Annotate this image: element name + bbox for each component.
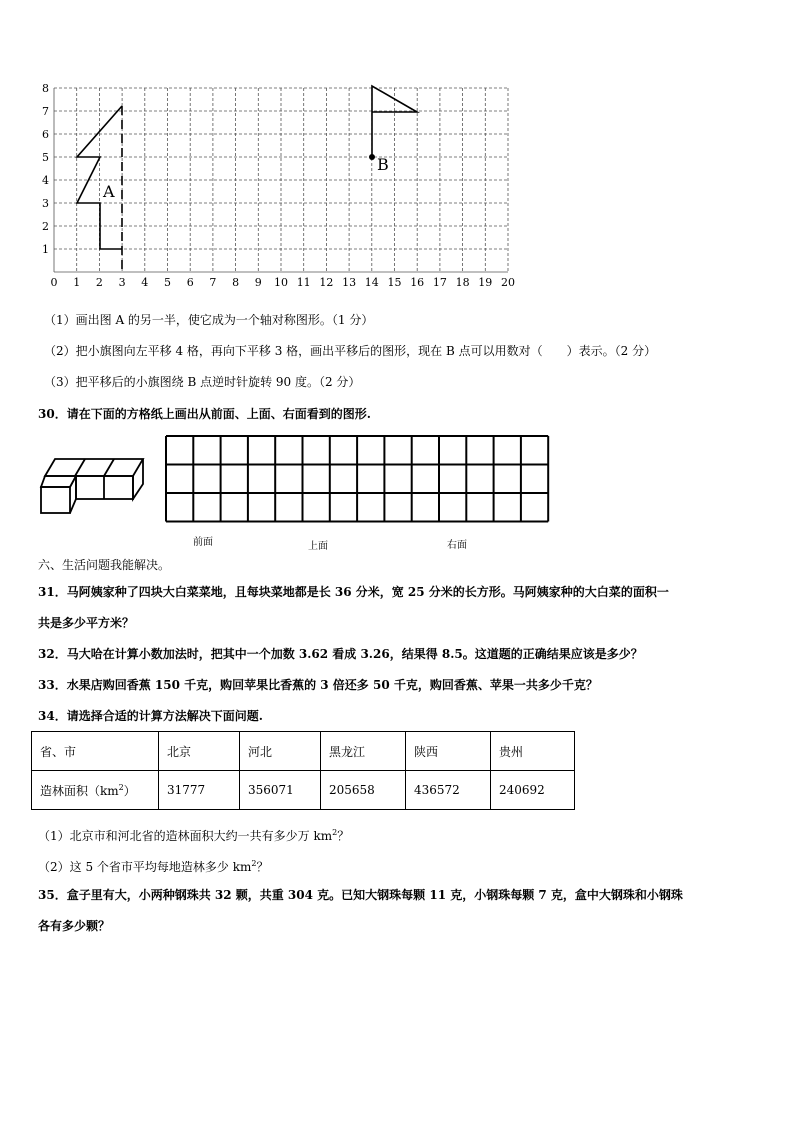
q34-sub1: （1）北京市和河北省的造林面积大约一共有多少万 $km^2$？ [38,828,350,843]
x-tick-label: 17 [432,276,447,289]
table-cell: 黑龙江 [321,732,406,771]
y-tick-label: 5 [42,151,49,164]
y-tick-label: 3 [42,197,49,210]
table-cell: 陕西 [406,732,491,771]
q30-text: 30．请在下面的方格纸上画出从前面、上面、右面看到的图形. [38,407,371,421]
y-tick-label: 6 [42,128,49,141]
y-tick-label: 4 [42,174,49,187]
x-tick-label: 1 [73,276,81,289]
x-tick-label: 19 [478,276,493,289]
x-tick-label: 6 [186,276,194,289]
q31-line1: 31．马阿姨家种了四块大白菜菜地，且每块菜地都是长 36 分米，宽 25 分米的长方形。马阿姨家种的大白菜的面积一 [38,585,669,599]
label-right-view: 右面 [447,540,467,551]
x-tick-label: 11 [296,276,311,289]
x-tick-label: 5 [164,276,171,289]
section-six-title: 六、生活问题我能解决。 [38,558,171,572]
x-tick-label: 3 [118,276,126,289]
figure-a-half [77,106,122,249]
y-tick-label: 1 [42,243,49,256]
table-row-label: 造林面积$(km^2)$ [32,771,159,810]
point-b-label: B [377,155,389,174]
x-tick-label: 15 [387,276,402,289]
y-axis-ticks [42,82,49,256]
x-tick-label: 20 [501,276,515,289]
table-row [32,771,575,810]
y-tick-label: 7 [42,105,49,118]
q29-part1: （1）画出图 A 的另一半，使它成为一个轴对称图形。（1 分） [44,313,374,327]
q29-part3: （3）把平移后的小旗图绕 B 点逆时针旋转 90 度。（2 分） [44,375,361,389]
q32-text: 32．马大哈在计算小数加法时，把其中一个加数 3.62 看成 3.26，结果得 8.5。这道题的正确结果应该是多少？ [38,647,643,661]
x-tick-label: 2 [95,276,103,289]
point-b [369,154,375,160]
table-cell: 240692 [491,771,575,810]
x-tick-label: 7 [209,276,217,289]
table-cell: 省、市 [32,732,159,771]
view-drawing-grid [164,434,552,526]
q35-line1: 35．盒子里有大，小两种钢珠共 32 颗，共重 304 克。已知大钢珠每颗 11 克，小钢珠每颗 7 克，盒中大钢珠和小钢珠 [38,888,683,902]
figure-a-label: A [103,182,115,201]
flag-figure [372,86,417,157]
q31-line2: 共是多少平方米？ [38,616,135,630]
table-cell: 北京 [159,732,240,771]
x-tick-label: 9 [254,276,262,289]
table-header-row [32,732,575,771]
afforestation-table [31,731,575,810]
x-tick-label: 14 [364,276,379,289]
x-tick-label: 8 [232,276,240,289]
x-tick-label: 10 [274,276,288,289]
q34-sub2: （2）这 5 个省市平均每地造林多少 $km^2$？ [38,859,269,874]
q29-part2: （2）把小旗图向左平移 4 格，再向下平移 3 格，画出平移后的图形，现在 B 点可以用数对（ ）表示。（2 分） [44,344,657,358]
x-tick-label: 0 [50,276,58,289]
y-tick-label: 8 [42,82,49,95]
q35-line2: 各有多少颗？ [38,919,111,933]
table-cell: 31777 [159,771,240,810]
q34-text: 34．请选择合适的计算方法解决下面问题. [38,709,263,723]
x-tick-label: 18 [455,276,470,289]
q33-text: 33．水果店购回香蕉 150 千克，购回苹果比香蕉的 3 倍还多 50 千克，购回香蕉、苹果一共多少千克？ [38,678,598,692]
cube-stack-figure [38,452,148,520]
table-cell: 205658 [321,771,406,810]
x-tick-label: 4 [141,276,149,289]
table-cell: 356071 [240,771,321,810]
table-cell: 河北 [240,732,321,771]
label-front-view: 前面 [193,537,213,548]
y-tick-label: 2 [42,220,49,233]
x-tick-label: 16 [410,276,425,289]
x-axis-ticks [51,276,516,289]
x-tick-label: 12 [319,276,334,289]
table-cell: 436572 [406,771,491,810]
coordinate-grid [30,80,520,290]
table-cell: 贵州 [491,732,575,771]
label-top-view: 上面 [308,541,328,552]
x-tick-label: 13 [342,276,357,289]
